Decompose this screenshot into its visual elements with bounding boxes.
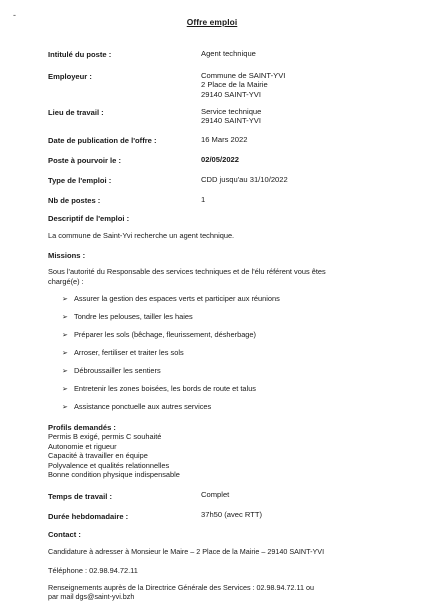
mission-text: Entretenir les zones boisées, les bords de route et talus: [74, 384, 256, 393]
temps-travail-value: Complet: [201, 490, 230, 499]
temps-travail-label: Temps de travail :: [48, 492, 113, 501]
type-emploi-label: Type de l'emploi :: [48, 176, 112, 185]
profils-list: [48, 432, 180, 480]
employeur-line: Commune de SAINT-YVI: [201, 71, 286, 80]
mission-item: [62, 402, 211, 411]
type-emploi-value: CDD jusqu'au 31/10/2022: [201, 175, 288, 184]
arrow-bullet-icon: ➢: [62, 296, 68, 303]
duree-value: 37h50 (avec RTT): [201, 510, 263, 519]
duree-label: Durée hebdomadaire :: [48, 512, 129, 521]
intitule-label: Intitulé du poste :: [48, 50, 112, 59]
mission-item: [62, 312, 193, 321]
intitule-value: Agent technique: [201, 49, 256, 58]
profil-item: Autonomie et rigueur: [48, 441, 117, 451]
arrow-bullet-icon: ➢: [62, 404, 68, 411]
employeur-label: Employeur :: [48, 72, 92, 81]
missions-label: Missions :: [48, 251, 86, 260]
employeur-value: [201, 71, 285, 99]
profil-item: Bonne condition physique indispensable: [48, 470, 180, 480]
mission-item: [62, 348, 184, 357]
poste-a-pourvoir-label: Poste à pourvoir le :: [48, 156, 122, 165]
contact-candidature: Candidature à adresser à Monsieur le Maire – 2 Place de la Mairie – 29140 SAINT-YVI: [48, 547, 325, 556]
lieu-line: 29140 SAINT-YVI: [201, 116, 261, 126]
profil-item: Polyvalence et qualités relationnelles: [48, 460, 170, 470]
contact-renseignements: [48, 584, 314, 601]
lieu-line: Service technique: [201, 107, 262, 116]
profil-item: Capacité à travailler en équipe: [48, 451, 148, 461]
renseignements-line: par mail dgs@saint-yvi.bzh: [48, 591, 135, 601]
nb-postes-value: 1: [201, 195, 206, 204]
descriptif-text: La commune de Saint-Yvi recherche un agent technique.: [48, 231, 235, 240]
mission-item: [62, 384, 256, 393]
descriptif-label: Descriptif de l'emploi :: [48, 214, 130, 223]
contact-telephone: Téléphone : 02.98.94.72.11: [48, 566, 138, 575]
mission-text: Préparer les sols (bêchage, fleurissement, désherbage): [74, 330, 256, 339]
arrow-bullet-icon: ➢: [62, 386, 68, 393]
mission-item: [62, 330, 256, 339]
arrow-bullet-icon: ➢: [62, 332, 68, 339]
mission-text: Tondre les pelouses, tailler les haies: [74, 312, 193, 321]
employeur-line: 2 Place de la Mairie: [201, 80, 268, 90]
lieu-value: [201, 107, 261, 126]
arrow-bullet-icon: ➢: [62, 314, 68, 321]
mission-text: Arroser, fertiliser et traiter les sols: [74, 348, 184, 357]
missions-intro-line: Sous l'autorité du Responsable des services techniques et de l'élu référent vous êtes: [48, 267, 326, 276]
mission-item: [62, 366, 161, 375]
contact-label: Contact :: [48, 530, 81, 539]
corner-mark: -: [13, 10, 16, 20]
poste-a-pourvoir-value: 02/05/2022: [201, 155, 240, 164]
mission-item: [62, 294, 280, 303]
nb-postes-label: Nb de postes :: [48, 196, 101, 205]
mission-text: Débroussailler les sentiers: [74, 366, 161, 375]
lieu-label: Lieu de travail :: [48, 108, 104, 117]
missions-intro-line: chargé(e) :: [48, 276, 84, 286]
mission-text: Assurer la gestion des espaces verts et participer aux réunions: [74, 294, 280, 303]
mission-text: Assistance ponctuelle aux autres services: [74, 402, 212, 411]
page-title: Offre emploi: [186, 17, 238, 27]
profil-item: Permis B exigé, permis C souhaité: [48, 432, 162, 441]
employeur-line: 29140 SAINT-YVI: [201, 89, 261, 99]
profils-label: Profils demandés :: [48, 423, 116, 432]
date-publication-value: 16 Mars 2022: [201, 135, 248, 144]
date-publication-label: Date de publication de l'offre :: [48, 136, 157, 145]
arrow-bullet-icon: ➢: [62, 368, 68, 375]
renseignements-line: Renseignements auprès de la Directrice Générale des Services : 02.98.94.72.11 ou: [48, 583, 314, 592]
missions-intro: [48, 267, 326, 286]
arrow-bullet-icon: ➢: [62, 350, 68, 357]
